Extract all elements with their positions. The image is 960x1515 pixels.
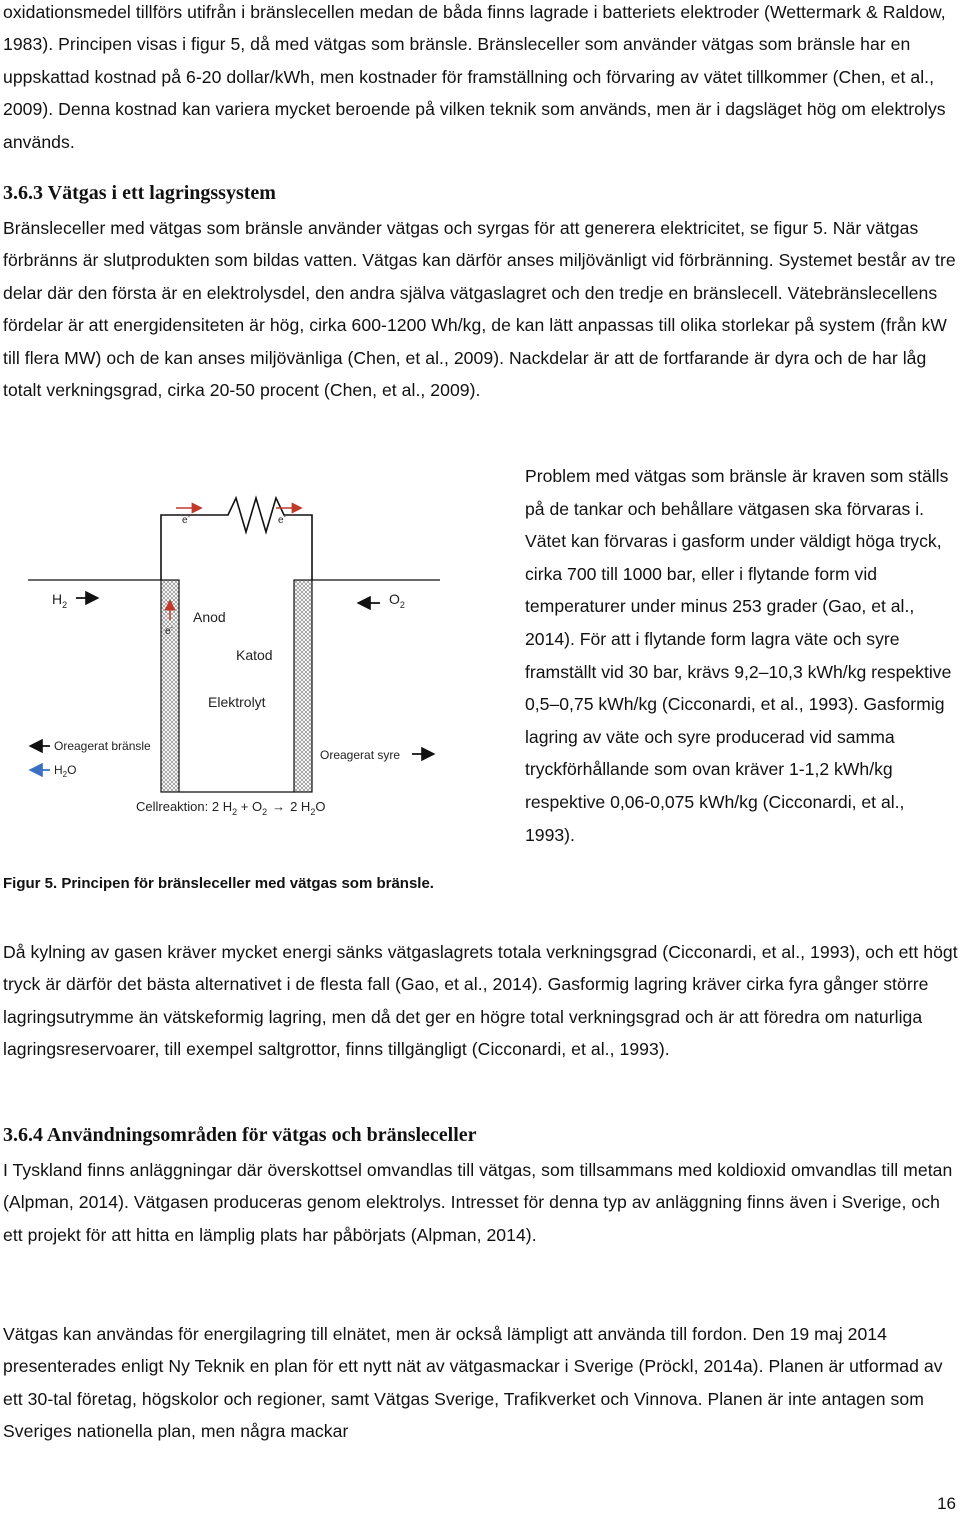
cell-reaction-equation: Cellreaktion: 2 $H_2 + O_2 \to 2$ $H_2O$ xyxy=(136,799,326,817)
fuel-cell-diagram xyxy=(0,470,500,870)
elektrolyt-label: Elektrolyt xyxy=(208,694,266,710)
unreacted-oxygen-label: Oreagerat syre xyxy=(320,748,401,762)
cathode-electrode xyxy=(294,580,312,792)
intro-paragraph: oxidationsmedel tillförs utifrån i bränslecellen medan de båda finns lagrade i batteriets elektroder (Wettermark & Raldow, 1983). Principen visas i figur 5, då med vätgas som bränsle. Bränsleceller som använder vätgas som bränsle har en uppskattad kostnad på 6-20 dollar/kWh, men kostnader för framställning och förvaring av vätet tillkommer (Chen, et al., 2009). Denna kostnad kan variera mycket beroende på vilken teknik som används, men är i dagsläget hög om elektrolys används. xyxy=(3,2,946,152)
section-364-paragraph-2: Vätgas kan användas för energilagring till elnätet, men är också lämpligt att använda till fordon. Den 19 maj 2014 presenterades enligt Ny Teknik en plan för ett nytt nät av vätgasmackar i Sverige (Pröckl, 2014a). Planen är utformad av ett 30-tal företag, högskolor och regioner, samt Vätgas Sverige, Trafikverket och Vinnova. Planen är inte antagen som Sveriges nationella plan, men några mackar xyxy=(3,1324,943,1442)
figure-caption: Figur 5. Principen för bränsleceller med vätgas som bränsle. xyxy=(3,875,434,892)
katod-label: Katod xyxy=(236,647,273,663)
o2-input-label: $O_2$ xyxy=(389,591,405,610)
electron-label-right: e- xyxy=(278,514,286,526)
page-number: 16 xyxy=(937,1494,956,1513)
h2-input-label: $H_2$ xyxy=(52,591,68,610)
water-output-label: $H_2O$ xyxy=(54,763,77,779)
electron-label-left: e- xyxy=(182,514,190,526)
section-364-paragraph-1: I Tyskland finns anläggningar där överskottsel omvandlas till vätgas, som tillsammans med koldioxid omvandlas till metan (Alpman, 2014). Vätgasen produceras genom elektrolys. Intresset för denna typ av anläggning finns även i Sverige, och ett projekt för att hitta en lämplig plats har påbörjats (Alpman, 2014). xyxy=(3,1160,953,1245)
unreacted-fuel-label: Oreagerat bränsle xyxy=(54,739,151,753)
side-paragraph: Problem med vätgas som bränsle är kraven som ställs på de tankar och behållare vätgasen ska förvaras i. Vätet kan förvaras i gasform under väldigt höga tryck, cirka 700 till 1000 bar, eller i flytande form vid temperaturer under minus 253 grader (Gao, et al., 2014). För att i flytande form lagra väte och syre framställt vid 30 bar, krävs 9,2–10,3 kWh/kg respektive 0,5–0,75 kWh/kg (Cicconardi, et al., 1993). Gasformig lagring av väte och syre producerad vid samma tryckförhållande som ovan kräver 1-1,2 kWh/kg respektive 0,06-0,075 kWh/kg (Cicconardi, et al., 1993). xyxy=(525,466,952,845)
electron-label-anode: e- xyxy=(165,625,173,637)
anod-label: Anod xyxy=(193,609,226,625)
external-circuit-wire xyxy=(161,498,312,580)
after-figure-paragraph: Då kylning av gasen kräver mycket energi sänks vätgaslagrets totala verkningsgrad (Cicconardi, et al., 1993), och ett högt tryck är därför det bästa alternativet i de flesta fall (Gao, et al., 2014). Gasformig lagring kräver cirka fyra gånger större lagringsutrymme än vätskeformig lagring, men då det ger en högre total verkningsgrad och är att föredra om naturliga lagringsreservoarer, till exempel saltgrottor, finns tillgängligt (Cicconardi, et al., 1993). xyxy=(3,942,958,1060)
section-heading-3-6-4: 3.6.4 Användningsområden för vätgas och bränsleceller xyxy=(3,1124,477,1146)
section-363-body: Bränsleceller med vätgas som bränsle använder vätgas och syrgas för att generera elektricitet, se figur 5. När vätgas förbränns är slutprodukten som bildas vatten. Vätgas kan därför anses miljövänligt vid förbränning. Systemet består av tre delar där den första är en elektrolysdel, den andra själva vätgaslagret och den tredje en bränslecell. Vätebränslecellens fördelar är att energidensiteten är hög, cirka 600-1200 Wh/kg, de kan lätt anpassas till olika storlekar på system (från kW till flera MW) och de kan anses miljövänliga (Chen, et al., 2009). Nackdelar är att de fortfarande är dyra och de har låg totalt verkningsgrad, cirka 20-50 procent (Chen, et al., 2009). xyxy=(3,218,956,401)
section-heading-3-6-3: 3.6.3 Vätgas i ett lagringssystem xyxy=(3,182,276,204)
